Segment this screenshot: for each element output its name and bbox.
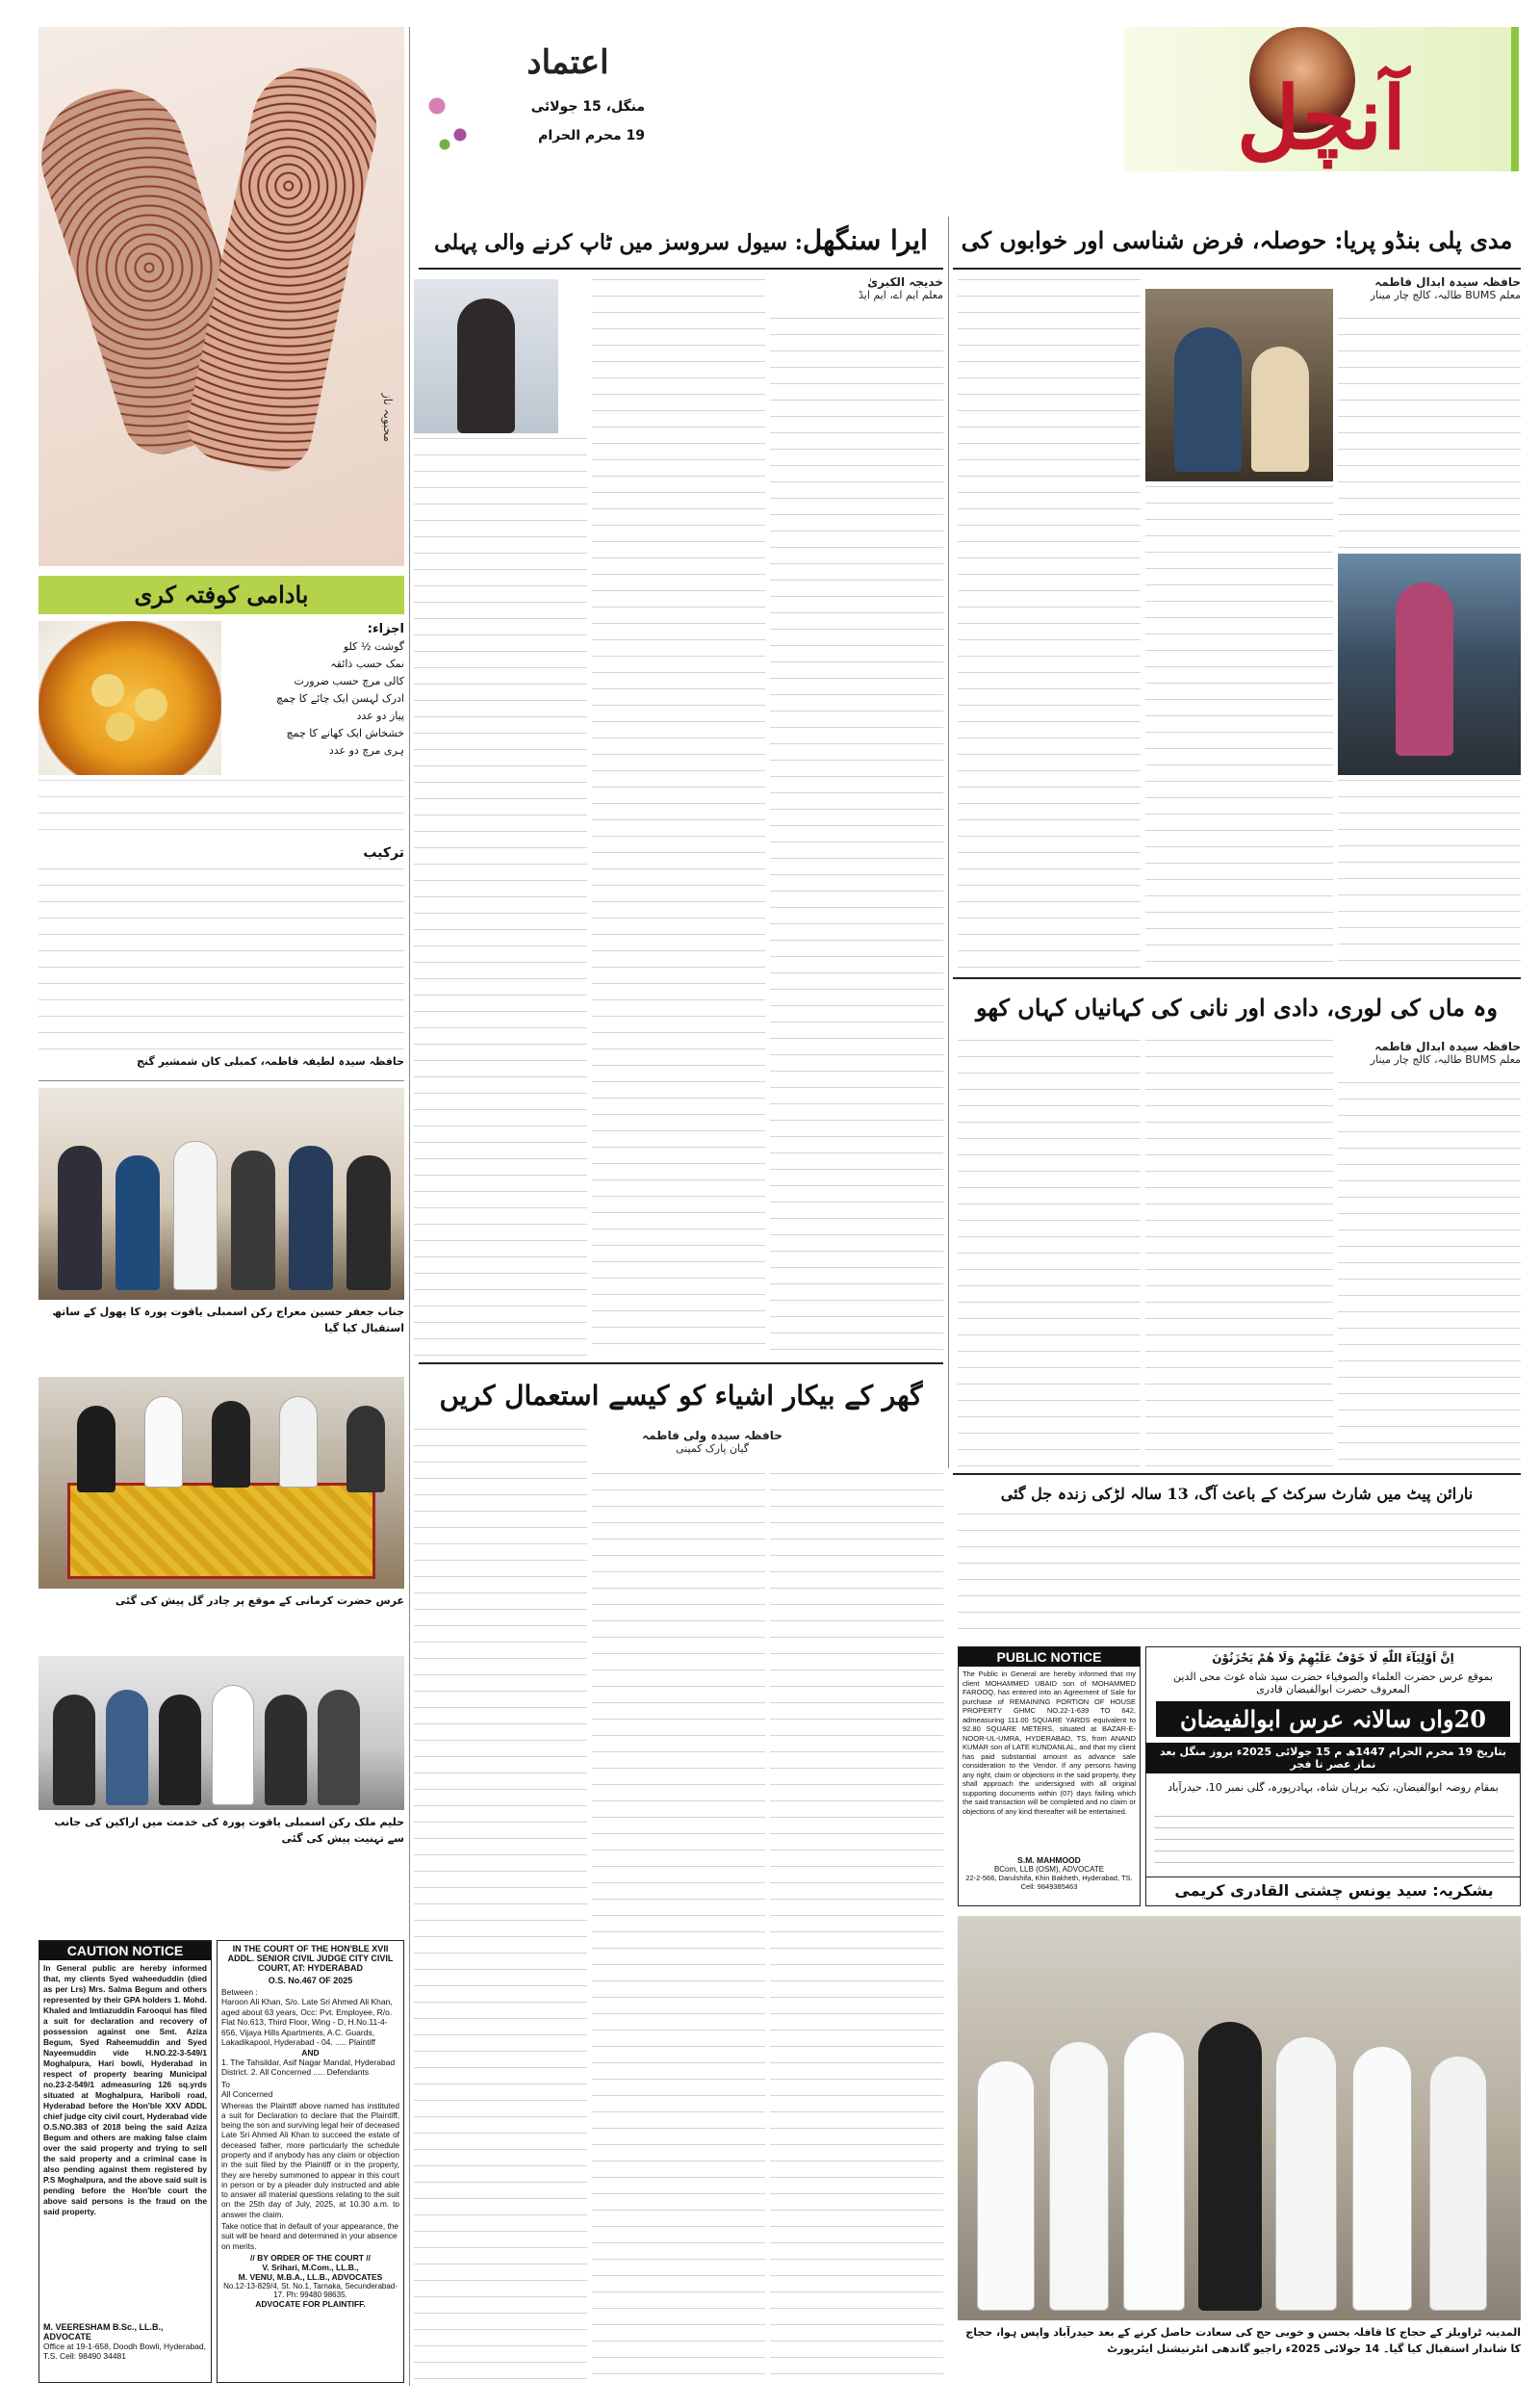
- article2-text-col-mid: [592, 279, 765, 1358]
- article3-text-col-left: [958, 1040, 1141, 1467]
- article2-author: خدیجہ الکبریٰ: [867, 275, 943, 289]
- person-figure: [1251, 347, 1309, 472]
- person-figure: [77, 1406, 116, 1492]
- ingredient-item: پیاز دو عدد: [356, 710, 404, 722]
- ingredient-item: گوشت ½ کلو: [343, 640, 404, 653]
- article1-photo-1: [1338, 554, 1521, 775]
- group-photo-1-caption: جناب جعفر حسین معراج رکن اسمبلی یاقوت پورہ کا پھول کے ساتھ استقبال کیا گیا: [52, 1306, 404, 1334]
- article3-text-col-right: [1338, 1082, 1521, 1467]
- article2-text-col-left: [414, 438, 587, 1358]
- article1-text-col-mid: [1145, 486, 1333, 972]
- hajj-group-photo: [958, 1916, 1521, 2320]
- caution-notice-signature: M. VEERESHAM B.Sc., LL.B., ADVOCATE: [43, 2322, 164, 2342]
- article4-author-title: گیان پارک کمپنی: [676, 1442, 749, 1455]
- section-rule: [953, 1473, 1521, 1475]
- column-divider: [948, 217, 949, 1468]
- public-notice-signature-2: BCom, LLB (OSM), ADVOCATE: [993, 1865, 1105, 1874]
- court-advocate-3: No.12-13-829/4, St. No.1, Tarnaka, Secunderabad-17. Ph: 99480 98635.: [223, 2281, 398, 2299]
- public-notice-text: The Public in General are hereby informed that my client MOHAMMED UBAID son of MOHAMMED FAROOQ, has entered into an Agreement of Sale for purchase of REMAINING PORTION OF HOUSE PROPERTY GHMC NO.22-1-639 TO 642, admeasuring 111.00 SQUARE YARDS equivalent to 92.80 SQUARE METERS, situated at BAZAR-E-NOOR-UL-UMRA, HYDERABAD, TS, from ANAND KUMAR son of LATE KUNDANLAL, and that my client has paid substantial amount as advance sale consideration to the Vendor. If any persons having any right, claim or objections in the said property, they shall approach the undersigned with all original supporting documents within (07) days failing which the said transaction will be completed and no claim or objections of any kind thereafter will be entertained.: [962, 1669, 1136, 1816]
- person-figure: [159, 1695, 201, 1805]
- person-figure: [279, 1396, 318, 1488]
- article1-byline: [1338, 275, 1521, 314]
- person-figure: [1049, 2041, 1109, 2311]
- ingredients-heading: اجزاء:: [367, 622, 404, 636]
- article2-headline: [419, 217, 943, 265]
- recipe-ingredients-continued: [38, 780, 404, 842]
- article4-text-col-left: [414, 1429, 587, 2383]
- person-figure: [144, 1396, 183, 1488]
- urs-bismillah: اِنَّ اَوْلِيَآءَ اللّٰهِ لَا خَوْفٌ عَلَيْهِمْ وَلَا هُمْ يَحْزَنُوْنَ: [1212, 1651, 1454, 1665]
- person-figure: [346, 1406, 385, 1492]
- mehndi-hand-image: [38, 27, 404, 566]
- recipe-credit: حافظہ سیدہ لطیفہ فاطمہ، کمبلی کان شمشیر گنج: [136, 1055, 404, 1068]
- article4-author: حافظہ سیدہ ولی فاطمہ: [642, 1429, 783, 1442]
- section-rule: [953, 977, 1521, 979]
- masthead-brand-logo: [1124, 27, 1519, 171]
- article3-byline: [1338, 1040, 1521, 1078]
- person-figure: [1275, 2036, 1337, 2311]
- court-case-number: O.S. No.467 OF 2025: [268, 1976, 353, 1985]
- ingredient-item: ادرک لہسن ایک چائے کا چمچ: [275, 692, 404, 705]
- person-figure: [977, 2060, 1035, 2311]
- urs-headline: 20واں سالانہ عرس ابوالفیضان: [1156, 1701, 1510, 1737]
- court-defendants: 1. The Tahsildar, Asif Nagar Mandal, Hyderabad District. 2. All Concerned ..... Defendants: [221, 2057, 396, 2077]
- article1-text-col-left: [958, 279, 1141, 972]
- person-figure: [289, 1146, 333, 1290]
- article2-byline: [770, 275, 943, 314]
- person-figure: [116, 1155, 160, 1290]
- kofta-ball: [91, 674, 124, 707]
- article2-portrait-photo: [414, 279, 558, 433]
- hajj-photo-caption: المدینہ ٹراویلز کے حجاج کا قافلہ بحسن و خوبی حج کی سعادت حاصل کرنے کے بعد حیدرآباد واپس ہوا، حجاج کا شاندار استقبال کیا گیا۔ 14 جولائی 2025ء راجیو گاندھی انٹرنیشنل ایئرپورٹ: [965, 2326, 1521, 2355]
- public-notice: [958, 1646, 1141, 1906]
- person-figure: [212, 1685, 254, 1805]
- vertical-divider: [409, 27, 410, 2386]
- article1-photo-2: [1145, 289, 1333, 481]
- caution-notice-title: CAUTION NOTICE: [39, 1941, 211, 1960]
- court-notice: [217, 1940, 404, 2383]
- court-advocate-4: ADVOCATE FOR PLAINTIFF.: [255, 2298, 366, 2309]
- person-figure: [1123, 2032, 1185, 2311]
- news-brief-text: [958, 1514, 1521, 1639]
- article2-author-title: معلم ایم اے، ایم ایڈ: [859, 289, 943, 301]
- person-figure: [457, 298, 515, 433]
- court-body: Whereas the Plaintiff above named has instituted a suit for Declaration to declare that the Plaintiff, being the son and surviving legal heir of deceased Late Sri Ahmed Ali Khan to succeed the estate of deceased father, more particularly the schedule property and if anybody has any claim or objection in the suit filed by the Plaintiff or in the property, they are hereby summoned to appear in this court in person or by a pleader duly instructed and able to answer all material questions relating to the suit on the 25th day of July, 2025, at 10.30 a.m. to answer the claim.: [221, 2100, 399, 2219]
- person-figure: [53, 1695, 95, 1805]
- person-figure: [1198, 2022, 1262, 2311]
- brand-title: آنچل: [1236, 67, 1407, 169]
- court-order: // BY ORDER OF THE COURT //: [250, 2252, 371, 2263]
- court-title: IN THE COURT OF THE HON'BLE XVII ADDL. SENIOR CIVIL JUDGE CITY CIVIL COURT, AT: HYDERABAD: [227, 1944, 394, 1973]
- ingredient-item: ہری مرچ دو عدد: [328, 744, 404, 757]
- person-figure: [231, 1151, 275, 1290]
- urs-program-lines: [1154, 1816, 1514, 1864]
- article3-text-col-mid: [1145, 1040, 1333, 1467]
- article2-headline-sub: : سیول سروسز میں ٹاپ کرنے والی پہلی: [434, 230, 803, 255]
- day-date: منگل، 15 جولائی: [530, 99, 645, 115]
- article2-headline-main: ایرا سنگھل: [802, 224, 928, 256]
- urs-sponsor: بشکریہ: سید یونس چشتی القادری کریمی: [1146, 1876, 1521, 1903]
- person-figure: [1174, 327, 1242, 472]
- urs-line-1: بموقع عرس حضرت العلماء والصوفیاء حضرت سید شاہ غوث محی الدین المعروف حضرت ابوالفیضان قادری: [1173, 1670, 1493, 1695]
- urs-line-2: بتاریخ 19 محرم الحرام 1447ھ م 15 جولائی 2025ء بروز منگل بعد نماز عصر تا فجر: [1146, 1743, 1520, 1773]
- mehndi-caption: محبوبہ ناز: [381, 393, 395, 442]
- floral-ornament: [414, 67, 491, 164]
- person-figure: [346, 1155, 391, 1290]
- headline-rule: [953, 268, 1521, 270]
- paper-title: اعتماد: [526, 43, 609, 82]
- court-to: To All Concerned: [221, 2079, 273, 2099]
- text-lines: [38, 780, 404, 842]
- recipe-title: بادامی کوفتہ کری: [38, 576, 404, 614]
- kofta-ball: [106, 712, 135, 741]
- masthead-dateline: [414, 39, 645, 173]
- person-figure: [212, 1401, 250, 1488]
- person-figure: [106, 1690, 148, 1805]
- article1-author: حافظہ سیدہ ابدال فاطمہ: [1374, 275, 1521, 289]
- article4-byline: [616, 1429, 808, 1467]
- urs-line-3: بمقام روضہ ابوالفیضان، تکیہ برہان شاہ، بہادرپورہ، گلی نمبر 10، حیدرآباد: [1168, 1781, 1499, 1794]
- article4-text-col-mid: [592, 1473, 765, 2383]
- hijri-date: 19 محرم الحرام: [538, 128, 645, 143]
- court-plaintiff: Haroon Ali Khan, S/o. Late Sri Ahmed Ali Khan, aged about 63 years, Occ: Pvt. Employee, R/o. Flat No.613, Third Floor, Wing - D, H.No.11-4-656, Vijaya Hills Apartments, A.C. Guards, Lakadikapool, Hyderabad - 04. ..... Plaintiff: [221, 1997, 393, 2047]
- group-photo-3: [38, 1656, 404, 1810]
- ingredient-item: کالی مرچ حسب ضرورت: [294, 675, 404, 687]
- article1-text-col-right-2: [1338, 780, 1521, 972]
- kofta-ball: [135, 688, 167, 721]
- urs-advertisement: [1145, 1646, 1521, 1906]
- group-photo-2-caption: عرس حضرت کرمانی کے موقع پر چادر گل پیش کی گئی: [115, 1594, 404, 1607]
- ingredient-item: نمک حسب ذائقہ: [330, 658, 404, 670]
- ingredient-item: خشخاش ایک کھانے کا چمچ: [286, 727, 404, 739]
- news-brief-headline: نارائن پیٹ میں شارٹ سرکٹ کے باعث آگ، 13 سالہ لڑکی زندہ جل گئی: [1000, 1485, 1474, 1503]
- article1-text-col-right: [1338, 318, 1521, 549]
- court-and: AND: [301, 2047, 320, 2058]
- chadar-cloth: [67, 1483, 375, 1579]
- method-heading: ترکیب: [363, 845, 404, 861]
- article3-headline: وہ ماں کی لوری، دادی اور نانی کی کہانیاں کہاں کھو: [975, 994, 1498, 1022]
- article4-text-col-right: [770, 1473, 943, 2383]
- article1-headline: مدی پلی بنڈو پریا: حوصلہ، فرض شناسی اور خوابوں کی: [961, 226, 1513, 254]
- article1-author-title: معلم BUMS طالبہ، کالج چار مینار: [1370, 289, 1521, 301]
- recipe-method-text: [38, 868, 404, 1051]
- person-figure: [265, 1695, 307, 1805]
- caution-notice-address: Office at 19-1-658, Doodh Bowli, Hyderabad, T.S. Cell: 98490 34481: [43, 2342, 206, 2361]
- headline-rule: [419, 268, 943, 270]
- public-notice-title: PUBLIC NOTICE: [959, 1647, 1140, 1667]
- person-figure: [173, 1141, 218, 1290]
- group-photo-2: [38, 1377, 404, 1589]
- person-figure: [1352, 2046, 1412, 2311]
- article3-author-title: معلم BUMS طالبہ، کالج چار مینار: [1370, 1053, 1521, 1066]
- person-figure: [1429, 2056, 1487, 2311]
- article3-author: حافظہ سیدہ ابدال فاطمہ: [1374, 1040, 1521, 1053]
- caution-notice-text: In General public are hereby informed that, my clients Syed waheeduddin (died as per Lrs) Mrs. Salma Begum and others represented by their GPA holders 1. Mohd. Khaled and Imtiazuddin Farooqui has filed a suit for declaration and recovery of possession against one Smt. Aziza Begum, Syed Raheemuddin and Syed Nayeemuddin vide H.NO.22-3-549/1 Moghalpura, Hari bowli, Hyderabad in respect of property bearing Municipal no.23-2-549/1 admeasuring 126 sq.yrds situated at Moghalpura, Hariboli road, Hyderabad before the Hon'ble XXV ADDL chief judge city civil court, Hyderabad vide O.S.NO.383 of 2018 being the said Aziza Begum and others are making false claim over the said property and trying to sell the said property and a criminal case is also pending against them registered by P.S Moghalpura, and the above said suit is pending before the Hon'ble court the above said persons is the fraud on the said property.: [43, 1963, 207, 2216]
- court-advocate-2: M. VENU, M.B.A., LL.B., ADVOCATES: [238, 2271, 383, 2282]
- kofta-curry-image: [38, 621, 221, 775]
- group-photo-3-caption: حلیم ملک رکن اسمبلی یاقوت پورہ کی خدمت میں اراکین کی جانب سے تہنیت پیش کی گئی: [54, 1816, 404, 1845]
- court-between: Between :: [221, 1987, 258, 1997]
- column-divider: [38, 1080, 404, 1081]
- person-figure: [1396, 582, 1453, 756]
- person-figure: [318, 1690, 360, 1805]
- section-rule: [419, 1362, 943, 1364]
- group-photo-1: [38, 1088, 404, 1300]
- court-footer: Take notice that in default of your appearance, the suit will be heard and determined in your absence on merits.: [221, 2221, 399, 2251]
- article2-text-col-right: [770, 318, 943, 1358]
- caution-notice: [38, 1940, 212, 2383]
- public-notice-address: 22-2-566, Darulshifa, Khin Bakheth, Hyderabad, TS. Cell: 9849385463: [965, 1874, 1133, 1891]
- public-notice-signature: S.M. MAHMOOD: [1017, 1855, 1081, 1865]
- recipe-ingredients: [231, 621, 404, 775]
- article4-headline: گھر کے بیکار اشیاء کو کیسے استعمال کریں: [439, 1380, 923, 1411]
- person-figure: [58, 1146, 102, 1290]
- court-advocate-1: V. Srihari, M.Com., LL.B.,: [262, 2262, 359, 2272]
